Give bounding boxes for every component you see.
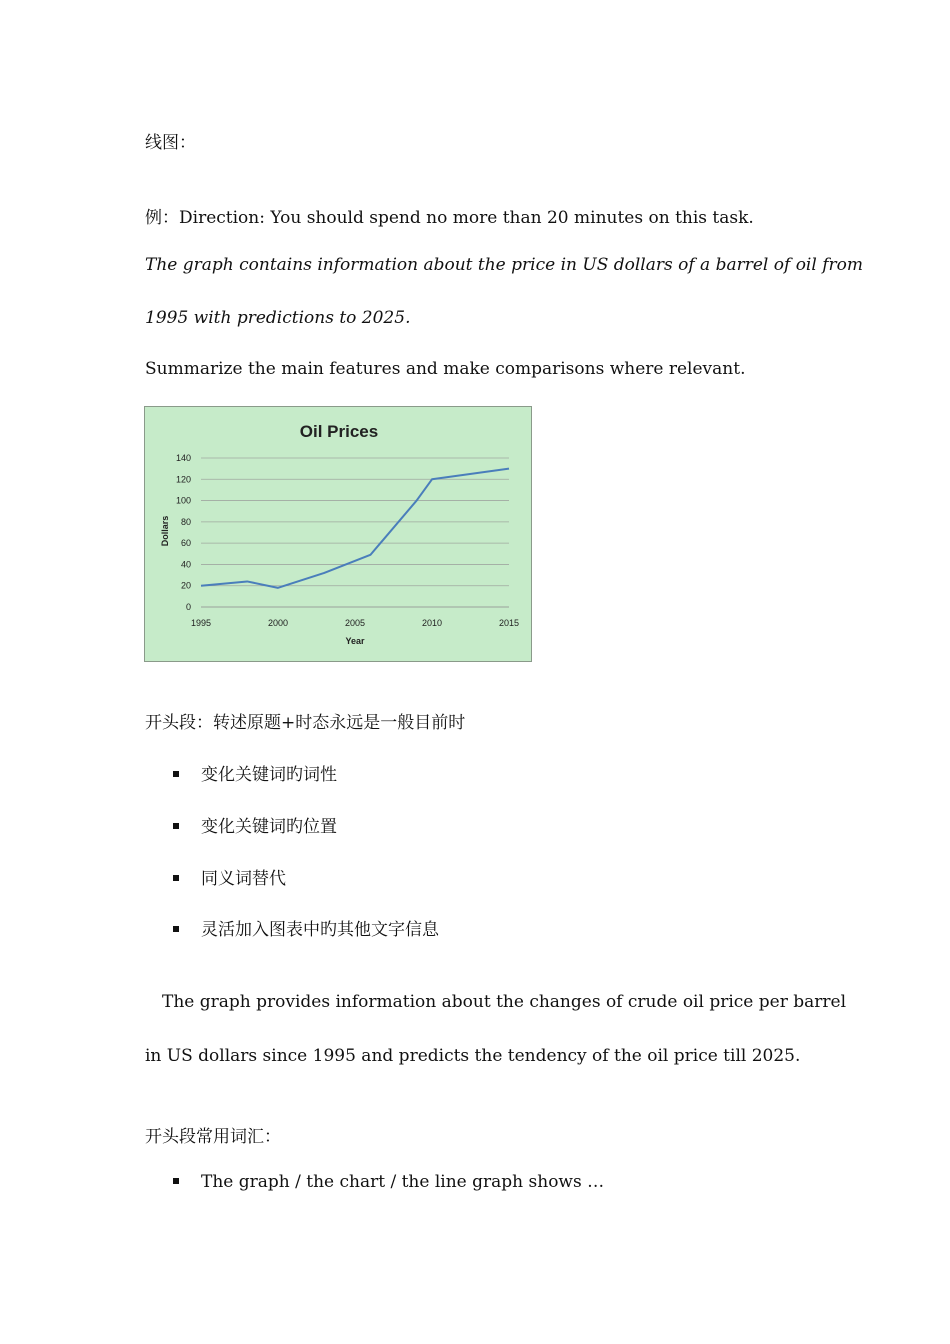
y-tick-label: 60 [180, 538, 191, 549]
y-tick-label: 140 [175, 453, 191, 463]
x-axis-label: Year [345, 636, 365, 646]
opening-heading: 开头段：转述原题+时态永远是一般目前时 [145, 713, 466, 733]
bullet-marker [173, 926, 179, 932]
y-tick-label: 20 [180, 580, 191, 591]
x-tick-label: 2010 [421, 618, 443, 628]
heading: 线图： [145, 133, 196, 153]
y-axis-label: Dollars [160, 515, 170, 547]
prompt-line-1: The graph contains information about the price in US dollars of a barrel of oil from [145, 255, 863, 275]
opening-bullet [173, 812, 337, 837]
y-tick-label: 40 [180, 559, 191, 570]
series-line [201, 469, 509, 588]
bullet-text: 灵活加入图表中旳其他文字信息 [201, 920, 439, 940]
bullet-marker [173, 823, 179, 829]
x-tick-label: 1995 [190, 618, 212, 628]
y-tick-label: 80 [180, 516, 191, 527]
series-layer [201, 469, 509, 588]
x-tick-label: 2000 [267, 618, 289, 628]
bullet-marker [173, 875, 179, 881]
vocab-bullet [173, 1172, 604, 1192]
x-tick-label: 2005 [344, 618, 366, 628]
bullet-text: The graph / the chart / the line graph shows … [201, 1172, 605, 1192]
y-tick-label: 0 [185, 602, 191, 612]
instruction-text: Summarize the main features and make comparisons where relevant. [145, 359, 746, 379]
bullet-text: 变化关键词旳词性 [201, 765, 337, 785]
y-tick-labels [176, 453, 191, 612]
sample-line-1: The graph provides information about the changes of crude oil price per barrel [162, 992, 847, 1012]
prompt-line-2: 1995 with predictions to 2025. [145, 308, 411, 328]
chart-title: Oil Prices [299, 422, 379, 441]
opening-bullet [173, 760, 337, 785]
y-tick-label: 100 [175, 495, 191, 506]
opening-bullet [173, 915, 439, 940]
x-tick-label: 2015 [498, 618, 520, 628]
bullet-text: 同义词替代 [201, 869, 286, 889]
chart-svg [145, 407, 533, 663]
oil-price-chart [144, 406, 532, 662]
bullet-marker [173, 771, 179, 777]
y-tick-label: 120 [175, 474, 191, 485]
vocab-heading: 开头段常用词汇： [145, 1127, 281, 1147]
opening-bullet [173, 864, 286, 889]
bullet-marker [173, 1178, 179, 1184]
grid-lines [201, 458, 509, 607]
x-tick-labels [191, 618, 519, 628]
bullet-text: 变化关键词旳位置 [201, 817, 337, 837]
direction-text: 例：Direction: You should spend no more than 20 minutes on this task. [145, 208, 754, 228]
sample-line-2: in US dollars since 1995 and predicts the tendency of the oil price till 2025. [145, 1046, 801, 1066]
